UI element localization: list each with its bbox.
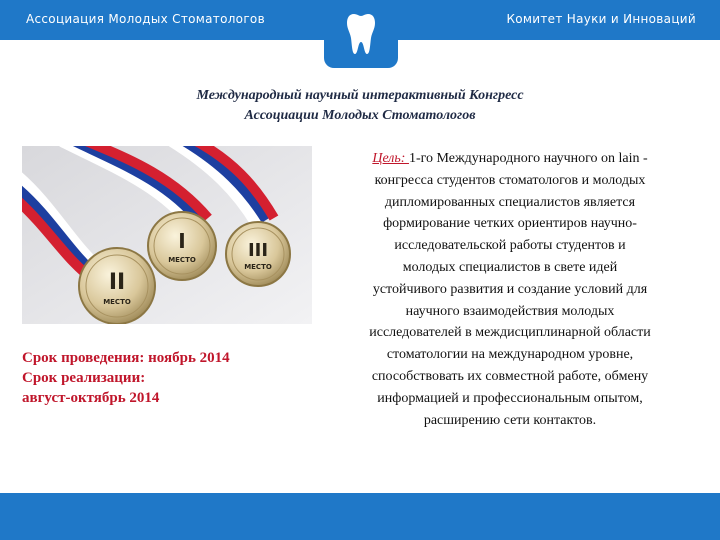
medal-second-word: МЕСТО <box>103 298 131 306</box>
goal-line-text: 1-го Международного научного on lain - <box>408 151 648 166</box>
dates-implementation-label: Срок реализации: <box>22 370 146 386</box>
goal-line <box>314 148 706 170</box>
dates-block <box>22 348 312 408</box>
medal-third-numeral: III <box>247 240 269 261</box>
medal-first-word: МЕСТО <box>168 256 196 264</box>
goal-line: способствовать их совместной работе, обмену <box>371 368 649 384</box>
medal-first-numeral: I <box>178 229 186 253</box>
goal-label: Цель: <box>372 151 409 166</box>
medals-photo <box>22 146 312 324</box>
congress-title-line1: Международный научный интерактивный Конгресс <box>196 88 524 103</box>
tooth-icon <box>346 12 376 56</box>
congress-title <box>0 86 720 126</box>
goal-line: конгресса студентов стоматологов и молодых <box>374 172 646 188</box>
medal-third-word: МЕСТО <box>244 263 272 271</box>
dates-held: Срок проведения: ноябрь 2014 <box>22 350 230 366</box>
medal-second <box>79 248 155 324</box>
goal-line: формирование четких ориентиров научно- <box>383 216 637 232</box>
goal-line: научного взаимодействия молодых <box>405 303 615 319</box>
goal-line: стоматологии на международном уровне, <box>386 347 634 363</box>
goal-line: расширению сети контактов. <box>423 412 597 428</box>
goal-line: исследовательской работы студентов и <box>394 238 626 254</box>
dates-implementation-period: август-октябрь 2014 <box>22 390 160 406</box>
goal-line: исследователей в междисциплинарной области <box>369 325 651 341</box>
goal-line: устойчивого развития и создание условий для <box>372 281 648 297</box>
medal-third <box>226 222 290 286</box>
goal-line: молодых специалистов в свете идей <box>402 259 618 275</box>
header-committee-name: Комитет Науки и Инноваций <box>506 12 696 26</box>
logo-badge <box>324 0 398 68</box>
footer-bar <box>0 493 720 540</box>
medal-second-numeral: II <box>108 270 126 295</box>
medal-first <box>148 212 216 280</box>
congress-title-line2: Ассоциации Молодых Стоматологов <box>244 108 476 123</box>
goal-line: информацией и профессиональным опытом, <box>377 390 643 406</box>
goal-line: дипломированных специалистов является <box>384 194 636 210</box>
header-association-name: Ассоциация Молодых Стоматологов <box>26 12 265 26</box>
goal-paragraph <box>314 148 706 431</box>
medals-illustration <box>22 146 312 324</box>
